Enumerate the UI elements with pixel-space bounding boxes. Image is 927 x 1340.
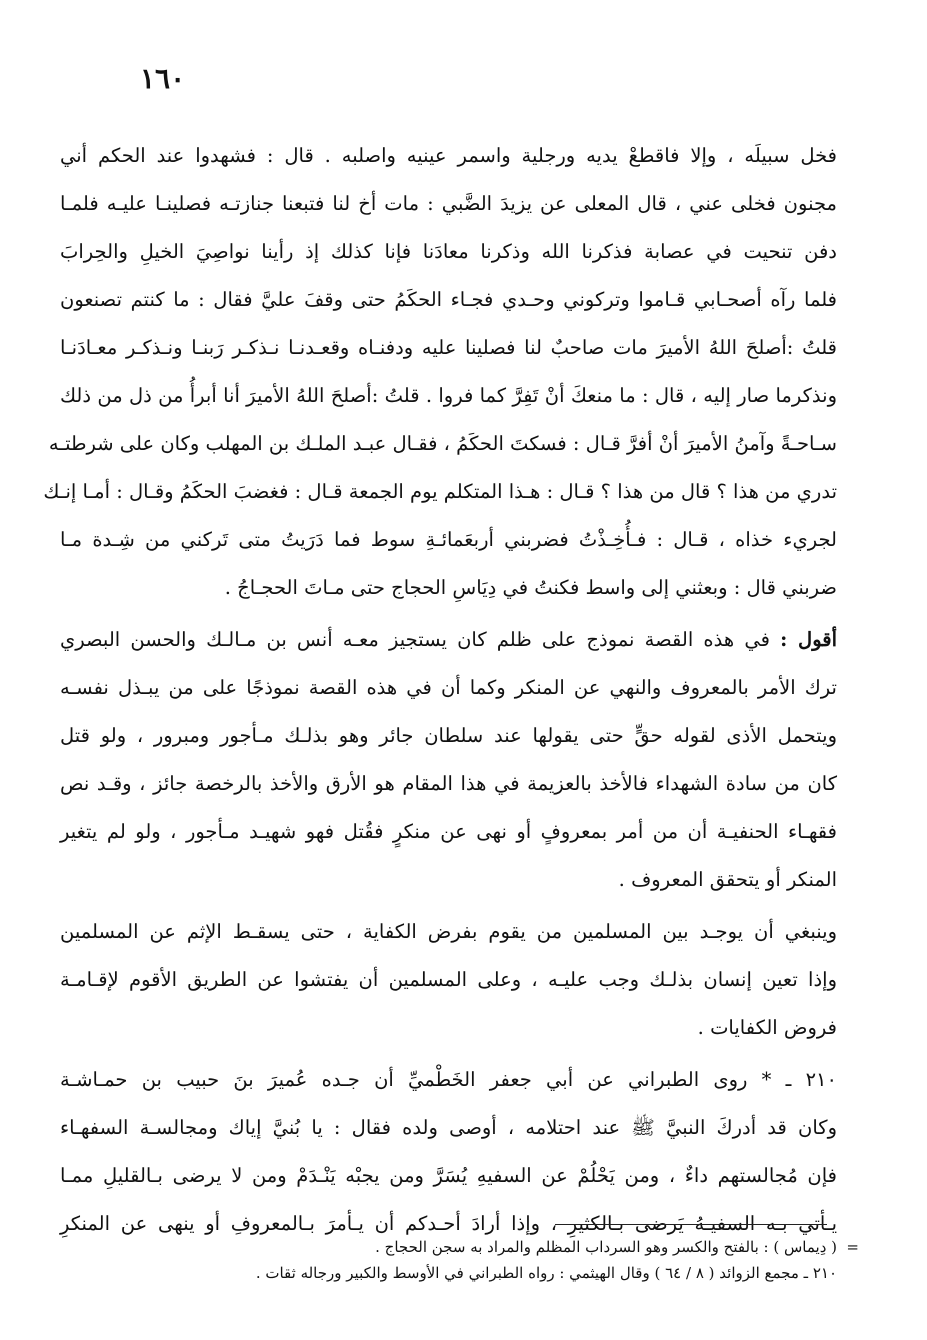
text-line: ترك الأمر بالمعروف والنهي عن المنكر وكما أن في هذه القصة نموذجًا على من يبـذل نفسـه bbox=[60, 676, 837, 699]
text-line: وإذا تعين إنسان بذلـك وجب عليـه ، وعلى المسلمين أن يفتشوا عن الطريق الأقوم لإقـامـة bbox=[60, 968, 837, 991]
text-line: دفن تنحيت في عصابة فذكرنا الله وذكرنا معادَنا فإنا كذلك إذ رأينا نواصِيَ الخيلِ والحِرابَ bbox=[60, 240, 837, 263]
text-line: ضربني قال : وبعثني إلى واسط فكنتُ في دِيَاسِ الحجاج حتى مـاتَ الحجـاجُ . bbox=[224, 576, 837, 599]
footnote-text: ( دِيماس ) : بالفتح والكسر وهو السرداب المظلم والمراد به سجن الحجاج . bbox=[375, 1238, 837, 1256]
text-line: فخل سبيلَه ، وإلا فاقطعْ يديه ورجلية واسمر عينيه واصلبه . قال : فشهدوا عند الحكم أني bbox=[60, 144, 837, 167]
footnotes bbox=[60, 1234, 859, 1286]
text-span: في هذه القصة نموذج على ظلم كان يستجيز معـه أنس بن مـالـك والحسن البصري bbox=[60, 628, 781, 651]
text-line: لجريء خذاه ، قـال : فـأُخِـذْتُ فضربني أربعَمائـةِ سوط فما دَرَيتُ متى تَركني من شِـدة مـا bbox=[60, 528, 837, 551]
text-line: وكان قد أدركَ النبيَّ ﷺ عند احتلامه ، أوصى ولده فقال : يا بُنيَّ إياك ومجالسـة السفهـاء bbox=[60, 1116, 837, 1139]
paragraph-hadith-210 bbox=[60, 1056, 837, 1248]
paragraph-obligation bbox=[60, 908, 837, 1052]
footnote-divider bbox=[555, 1224, 827, 1225]
page-number: ١٦٠ bbox=[140, 62, 186, 95]
text-line: ونذكرما صار إليه ، قال : ما منعكَ أنْ تَفِرَّ كما فروا . قلتُ :أصلحَ اللهُ الأميرَ أنا أبرأُ من ذل من ذلك bbox=[60, 384, 837, 407]
text-line: فقهـاء الحنفيـة أن من أمر بمعروفٍ أو نهى عن منكرٍ فقُتل فهو شهيـد مـأجور ، ولو لم يتغير bbox=[60, 820, 837, 843]
paragraph-narrative bbox=[43, 132, 837, 612]
text-line: وينبغي أن يوجـد بين المسلمين من يقوم بفرض الكفاية ، حتى يسقـط الإثم عن المسلمين bbox=[60, 920, 837, 943]
text-line: فلما رآه أصحـابي قـاموا وتركوني وحـدي فجـاء الحكَمُ حتى وقفَ عليَّ فقال : ما كنتم تصنعون bbox=[60, 288, 837, 311]
text-line: تدري من هذا ؟ قال من هذا ؟ قـال : هـذا المتكلم يوم الجمعة قـال : فغضبَ الحكَمُ وقـال : أمـا إنـك bbox=[43, 480, 837, 503]
text-line: ويتحمل الأذى لقوله حقٍّ حتى يقولها عند سلطان جائر وهو بذلـك مـأجور ومبرور ، ولو قتل bbox=[60, 724, 837, 747]
paragraph-commentary bbox=[60, 616, 837, 904]
text-line: كان من سادة الشهداء فالأخذ بالعزيمة في هذا المقام هو الأرق والأخذ بالرخصة جائز ، وقـد نص bbox=[60, 772, 837, 795]
text-line bbox=[60, 616, 837, 664]
text-line: يـأتي بـه السفيـهُ يَرضى بـالكثيرِ ، وإذا أرادَ أحـدكم أن يـأمرَ بـالمعروفِ أو ينهى عن المنكرِ bbox=[60, 1212, 837, 1235]
text-line: فروض الكفايات . bbox=[697, 1016, 837, 1039]
commentary-lead: أقول : bbox=[780, 628, 838, 651]
footnote: ٢١٠ ـ مجمع الزوائد ( ٨ / ٦٤ ) وقال الهيثمي : رواه الطبراني في الأوسط والكبير ورجاله ثقات . bbox=[255, 1264, 837, 1282]
footnote-mark: = bbox=[846, 1238, 859, 1256]
text-line: سـاحـةً وآمنُ الأميرَ أنْ أفرَّ قـال : فسكتَ الحكَمُ ، فقـال عبـد الملـك بن المهلب وكان على شرطتـه bbox=[48, 432, 837, 455]
text-line: قلتُ :أصلحَ اللهُ الأميرَ مات صاحبٌ لنا فصلينا عليه ودفنـاه وقعـدنـا نـذكـر رَبنـا ونـذكـر معـادَنـا bbox=[60, 336, 837, 359]
body-text bbox=[43, 132, 838, 1248]
text-line: مجنون فخلى عني ، قال المعلى عن يزيدَ الضَّبي : مات أخ لنا فتبعنا جنازتـه فصلينـا عليـه فلمـا bbox=[60, 192, 837, 215]
text-line: المنكر أو يتحقق المعروف . bbox=[618, 868, 837, 891]
footnote bbox=[60, 1234, 859, 1260]
text-line: فإن مُجالستهم داءٌ ، ومن يَحْلُمْ عن السفيهِ يُسَرَّ ومن يجبْه يَنْـدَمْ ومن لا يرضى بـالقليلِ ممـا bbox=[60, 1164, 837, 1187]
text-line: ٢١٠ ـ * روى الطبراني عن أبي جعفر الخَطْميِّ أن جـده عُميرَ بنَ حبيب بن حمـاشـة bbox=[60, 1068, 837, 1091]
